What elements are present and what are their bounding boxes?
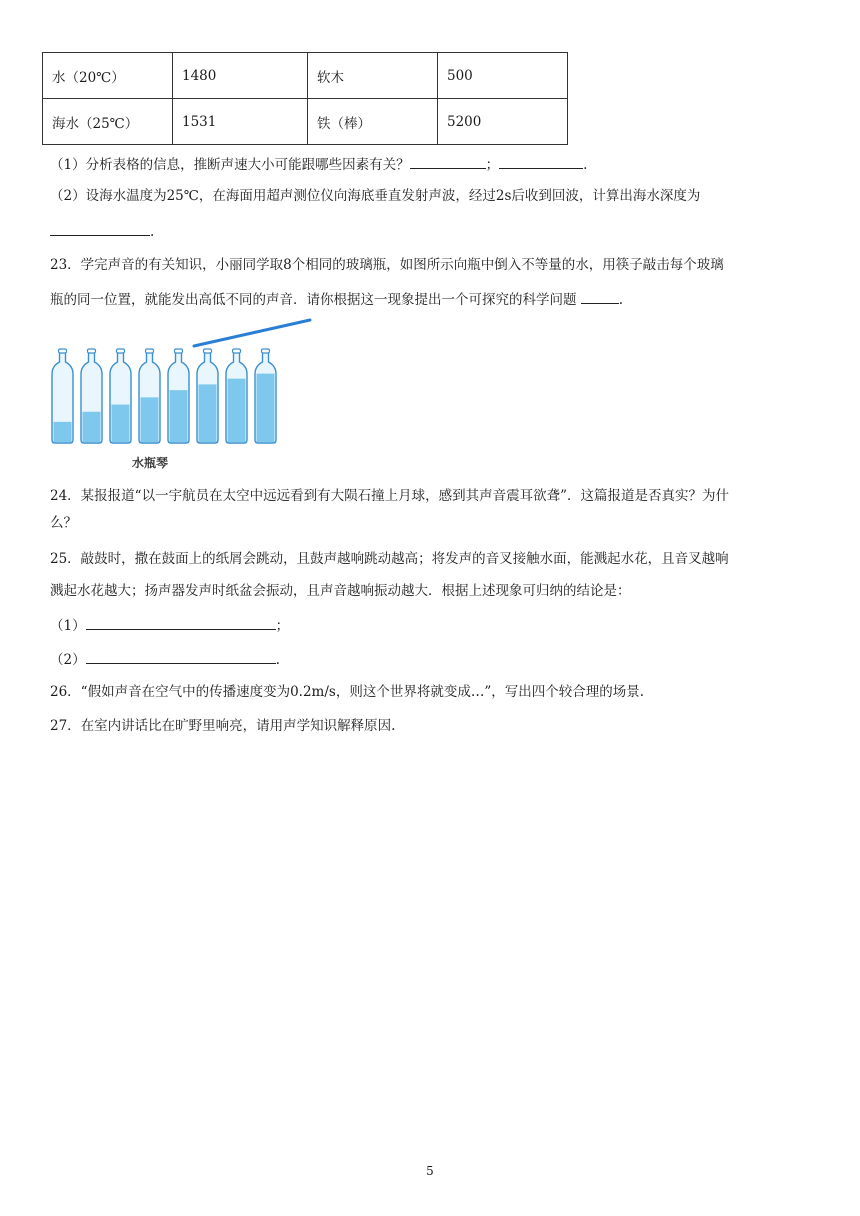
table-cell: 5200 <box>438 99 568 145</box>
q25-item2 <box>50 649 280 670</box>
figure-caption: 水瓶琴 <box>132 456 169 470</box>
bottle-mouth <box>146 349 154 353</box>
bottle-water <box>141 397 159 442</box>
period: . <box>275 652 280 668</box>
q23-line1: 23．学完声音的有关知识，小丽同学取8个相同的玻璃瓶，如图所示向瓶中倒入不等量的水，用筷子敲击每个玻璃 <box>50 257 724 273</box>
table-cell: 1531 <box>173 99 308 145</box>
chopstick <box>194 320 310 346</box>
q24-line1: 24．某报报道“以一宇航员在太空中远远看到有大陨石撞上月球，感到其声音震耳欲聋”．这篇报道是否真实？为什 <box>50 488 729 504</box>
answer-blank[interactable] <box>410 154 486 169</box>
period: . <box>583 157 588 173</box>
table-cell: 海水（25℃） <box>43 99 173 145</box>
answer-blank[interactable] <box>499 154 583 169</box>
q22-part2-line1: （2）设海水温度为25℃，在海面用超声测位仪向海底垂直发射声波，经过2s后收到回波，计算出海水深度为 <box>50 188 701 204</box>
item-label: （1） <box>50 618 86 634</box>
bottle-mouth <box>204 349 212 353</box>
q24-line2: 么？ <box>50 515 77 531</box>
answer-blank[interactable] <box>50 221 150 236</box>
separator: ； <box>485 157 500 173</box>
q22-part1 <box>50 154 587 175</box>
q25-line2: 溅起水花越大；扬声器发声时纸盆会振动，且声音越响振动越大．根据上述现象可归纳的结论是： <box>50 583 631 599</box>
separator: ； <box>275 618 290 634</box>
q23-line2 <box>50 289 623 310</box>
bottle-mouth <box>117 349 125 353</box>
period: . <box>618 292 624 308</box>
table-cell: 软木 <box>308 53 438 99</box>
table-row <box>43 99 568 145</box>
bottle-water <box>199 384 217 442</box>
bottle-mouth <box>88 349 96 353</box>
sound-speed-table <box>42 52 568 145</box>
bottle-water <box>83 412 101 442</box>
bottle-water <box>112 405 130 442</box>
bottles-illustration <box>44 316 316 446</box>
bottle-water <box>257 374 275 442</box>
period: . <box>150 224 155 240</box>
q22-part2-line2 <box>50 221 154 242</box>
table-cell: 1480 <box>173 53 308 99</box>
q22-part1-text: （1）分析表格的信息，推断声速大小可能跟哪些因素有关？ <box>50 157 410 173</box>
bottle-mouth <box>233 349 241 353</box>
table-cell: 500 <box>438 53 568 99</box>
q25-item1 <box>50 615 289 636</box>
table-cell: 水（20℃） <box>43 53 173 99</box>
bottle-group <box>52 349 276 443</box>
q27-text: 27．在室内讲话比在旷野里响亮，请用声学知识解释原因. <box>50 718 396 734</box>
bottle-water <box>228 379 246 442</box>
page-number: 5 <box>426 1164 434 1178</box>
bottle-mouth <box>59 349 67 353</box>
bottle-water <box>54 422 72 442</box>
answer-blank[interactable] <box>86 649 276 664</box>
item-label: （2） <box>50 652 86 668</box>
bottle-water <box>170 390 188 442</box>
q25-line1: 25．敲鼓时，撒在鼓面上的纸屑会跳动，且鼓声越响跳动越高；将发声的音叉接触水面，能溅起水花，且音叉越响 <box>50 551 729 567</box>
bottle-mouth <box>175 349 183 353</box>
answer-blank[interactable] <box>86 615 276 630</box>
answer-blank[interactable] <box>581 289 619 304</box>
table-row <box>43 53 568 99</box>
q26-text: 26．“假如声音在空气中的传播速度变为0.2m/s，则这个世界将就变成…”，写出四个较合理的场景. <box>50 684 645 700</box>
water-bottle-xylophone-figure <box>44 316 316 476</box>
bottle-mouth <box>262 349 270 353</box>
q23-line2-text: 瓶的同一位置，就能发出高低不同的声音．请你根据这一现象提出一个可探究的科学问题 <box>50 292 577 308</box>
table-cell: 铁（棒） <box>308 99 438 145</box>
